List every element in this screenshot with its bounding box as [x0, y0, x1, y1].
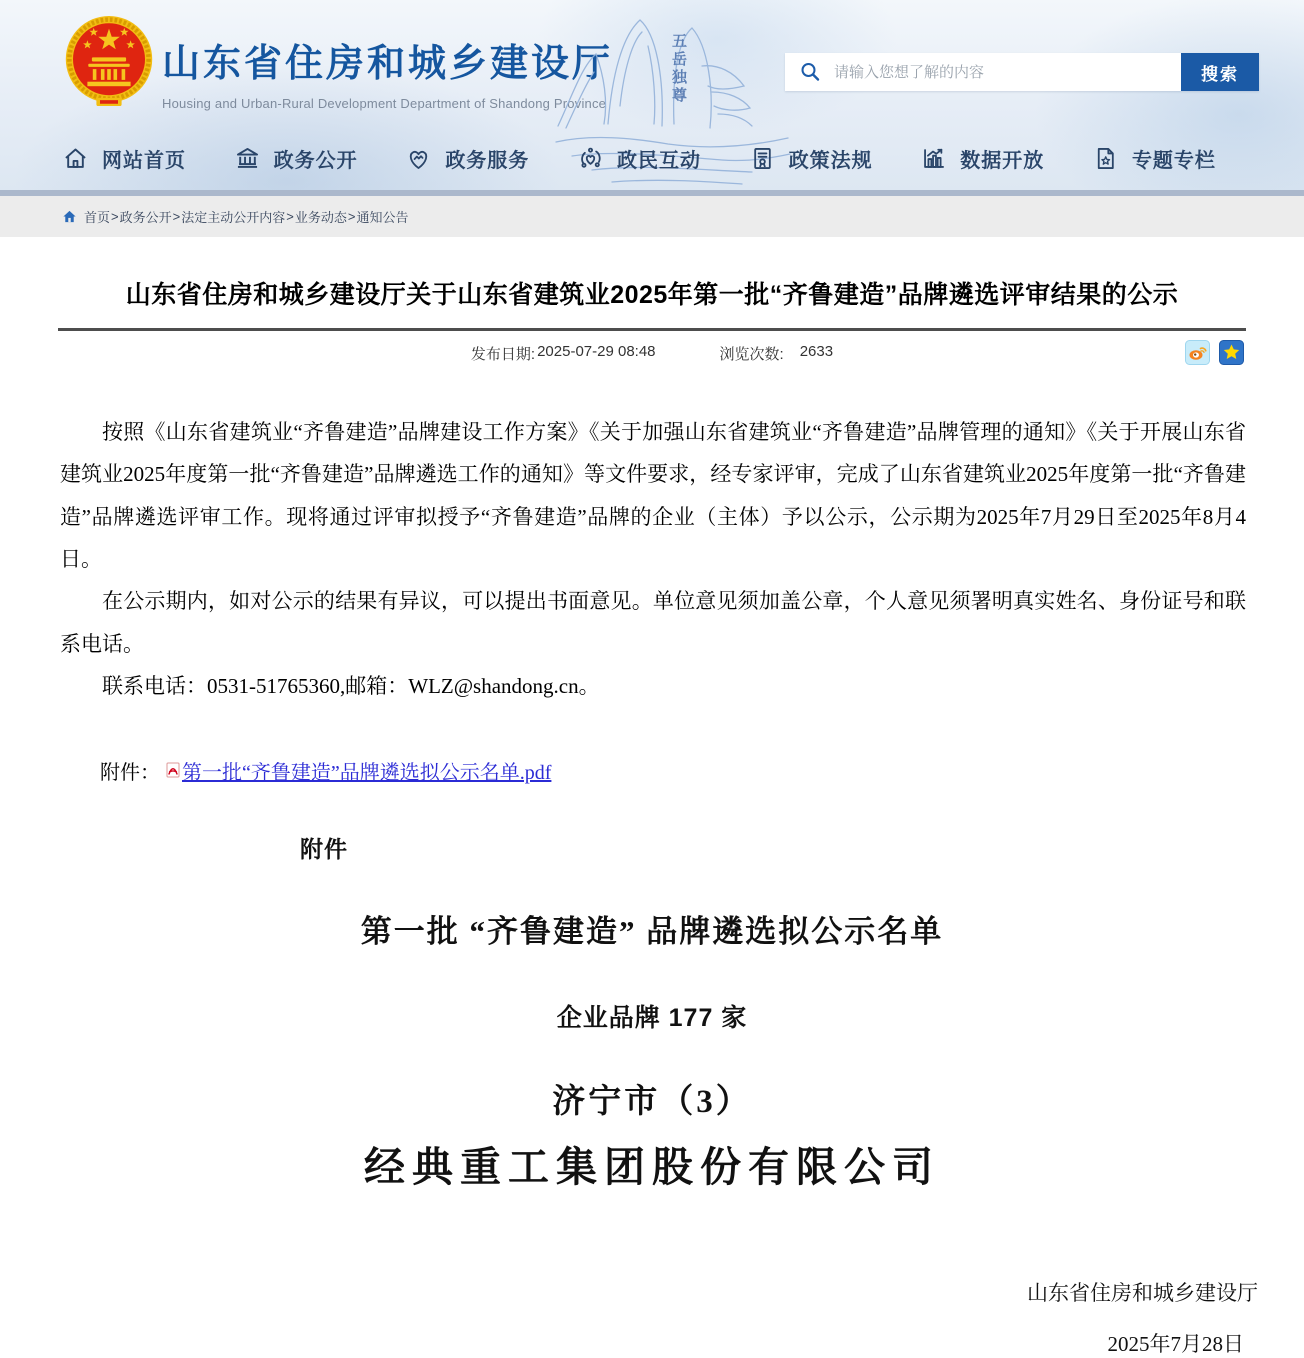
breadcrumb-separator: > — [347, 209, 356, 224]
paragraph: 在公示期内，如对公示的结果有异议，可以提出书面意见。单位意见须加盖公章，个人意见须署明真实姓名、身份证号和联系电话。 — [60, 589, 1246, 656]
search-input[interactable] — [832, 52, 1181, 92]
search-icon — [799, 61, 821, 83]
nav-item-policies[interactable] — [749, 144, 873, 173]
handshake-heart-icon — [405, 145, 432, 172]
breadcrumb-item-home[interactable]: 首页 — [84, 210, 111, 225]
nav-label: 政务公开 — [273, 149, 358, 172]
nav-item-home[interactable] — [62, 144, 186, 173]
nav-label: 政民互动 — [616, 149, 701, 172]
issue-date: 2025年7月28日 — [1107, 1331, 1244, 1356]
preview-city-heading: 济宁市（3） — [552, 1083, 752, 1120]
breadcrumb-separator: > — [172, 209, 181, 224]
site-subtitle: Housing and Urban-Rural Development Department of Shandong Province — [162, 96, 607, 111]
nav-item-public-interaction[interactable] — [577, 144, 701, 173]
site-title: 山东省住房和城乡建设厅 — [162, 43, 614, 85]
search-box — [785, 53, 1181, 91]
breadcrumb-item-notices[interactable]: 通知公告 — [356, 210, 409, 225]
issuing-authority: 山东省住房和城乡建设厅 — [1027, 1280, 1258, 1305]
attachment-row — [60, 756, 1246, 785]
nav-label: 政务服务 — [445, 149, 530, 172]
government-building-icon — [234, 145, 261, 172]
nav-item-open-data[interactable] — [920, 144, 1044, 173]
qzone-share-icon[interactable] — [1219, 340, 1244, 365]
article-title: 山东省住房和城乡建设厅关于山东省建筑业2025年第一批“齐鲁建造”品牌遴选评审结果的公示 — [125, 281, 1179, 309]
view-count-label: 浏览次数: — [719, 346, 784, 364]
article-content — [0, 279, 1304, 1358]
preview-document-title: 第一批 “齐鲁建造” 品牌遴选拟公示名单 — [360, 913, 944, 949]
pdf-file-icon — [166, 762, 180, 778]
view-count-value: 2633 — [799, 343, 834, 361]
national-emblem-logo — [64, 12, 154, 110]
nav-label: 数据开放 — [960, 149, 1045, 172]
article-meta — [58, 331, 1246, 377]
nav-label: 政策法规 — [788, 149, 873, 172]
breadcrumb-home-icon — [62, 209, 77, 224]
search-area — [785, 53, 1259, 91]
preview-brand-count: 企业品牌 177 家 — [556, 1003, 748, 1032]
breadcrumb-separator: > — [111, 209, 119, 224]
publish-date-label: 发布日期: — [470, 346, 536, 364]
attachment-preview — [0, 831, 1304, 1358]
attachment-pdf-link[interactable]: 第一批“齐鲁建造”品牌遴选拟公示名单.pdf — [182, 761, 552, 784]
nav-item-gov-services[interactable] — [405, 144, 529, 173]
article-body — [60, 411, 1246, 708]
data-chart-icon — [920, 145, 947, 172]
interaction-heart-icon — [577, 145, 604, 172]
breadcrumb-item-gov-disclosure[interactable]: 政务公开 — [119, 210, 172, 225]
contact-paragraph: 联系电话：0531-51765360,邮箱：WLZ@shandong.cn。 — [102, 674, 600, 699]
attachment-label: 附件： — [100, 761, 160, 784]
share-buttons — [1185, 340, 1244, 365]
search-button[interactable]: 搜索 — [1181, 53, 1259, 91]
breadcrumb — [0, 196, 1304, 237]
nav-item-gov-disclosure[interactable] — [234, 144, 358, 173]
home-icon — [62, 145, 89, 172]
breadcrumb-separator: > — [286, 209, 294, 224]
preview-company-name: 经典重工集团股份有限公司 — [364, 1143, 940, 1190]
site-header — [0, 0, 1304, 190]
preview-attachment-heading: 附件 — [300, 835, 348, 862]
site-identity — [162, 32, 613, 111]
publish-date — [471, 343, 656, 364]
star-document-icon — [1092, 145, 1119, 172]
paragraph: 按照《山东省建筑业“齐鲁建造”品牌建设工作方案》《关于加强山东省建筑业“齐鲁建造”品牌管理的通知》《关于开展山东省建筑业2025年度第一批“齐鲁建造”品牌遴选工作的通知》等文件要求，经专家评审，完成了山东省建筑业2025年度第一批“齐鲁建造”品牌遴选评审工作。现将通过评审拟授予“齐鲁建造”品牌的企业（主体）予以公示，公示期为2025年7月29日至2025年8月4日。 — [60, 419, 1246, 571]
policy-document-icon — [749, 145, 776, 172]
publish-date-value: 2025-07-29 08:48 — [537, 343, 656, 361]
weibo-share-icon[interactable] — [1185, 340, 1210, 365]
breadcrumb-item-statutory-content[interactable]: 法定主动公开内容 — [181, 210, 286, 225]
breadcrumb-item-business-news[interactable]: 业务动态 — [294, 210, 347, 225]
view-count — [720, 343, 834, 364]
nav-label: 网站首页 — [102, 149, 186, 172]
main-nav — [0, 132, 1304, 184]
svg-text:五岳独尊: 五岳独尊 — [672, 34, 688, 104]
nav-item-special-columns[interactable] — [1092, 144, 1216, 173]
nav-label: 专题专栏 — [1131, 149, 1216, 172]
